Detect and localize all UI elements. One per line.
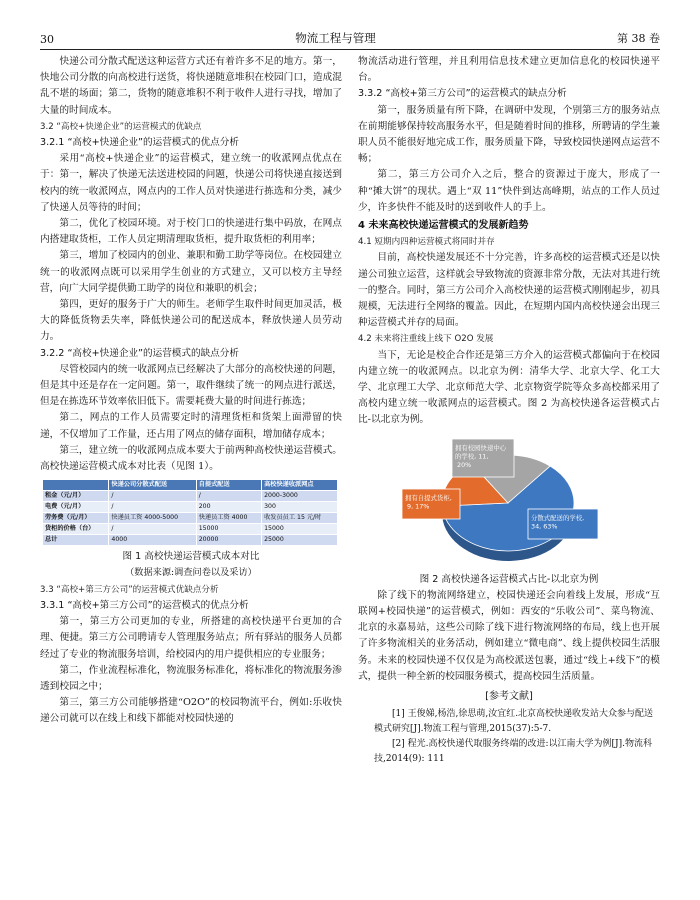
table-header-cell: 自提式配送 (196, 480, 261, 491)
pie-chart (358, 433, 660, 569)
pie-group (402, 439, 598, 561)
table-header-cell (43, 480, 109, 491)
subsection-heading: 3.2.2 “高校+快递企业”的运营模式的缺点分析 (40, 347, 239, 359)
table-cell: 快递员工资 4000 (196, 513, 261, 524)
table-cell: / (109, 524, 196, 535)
subsection-heading: 3.3.1 “高校+第三方公司”的运营模式的优点分析 (40, 599, 249, 611)
paragraph: 第一，第三方公司更加的专业，所搭建的高校快递平台更加的合理、便捷。第三方公司聘请专人管理服务站点；所有驿站的服务人员都经过了专业的物流服务培训，给校园内的用户提供相应的专业服务； (40, 616, 342, 660)
table-cell: 总计 (43, 535, 109, 546)
figure-1-source: （数据来源:调查问卷以及采访） (125, 567, 257, 579)
table-cell: / (196, 491, 261, 502)
subsection-heading: 3.2.1 “高校+快递企业”的运营模式的优点分析 (40, 137, 239, 149)
paragraph: 当下，无论是校企合作还是第三方介入的运营模式都偏向于在校园内建立统一的收派网点。以北京为例：清华大学、北京大学、化工大学、北京理工大学、北京师范大学、北京物资学院等众多高校都采用了高校内建立统一收派网点的运营模式。图 2 为高校快递各运营模式占比-以北京为例。 (358, 349, 660, 426)
table-cell: 货柜的价格（台） (43, 524, 109, 535)
paragraph: 快递公司分散式配送这种运营方式还有着许多不足的地方。第一，快地公司分散的向高校进行送货，将快递随意堆积在校园门口，造成混乱不堪的场面；第二，货物的随意堆积不利于收件人进行寻找，增加了大量的时间成本。 (40, 56, 342, 116)
section-heading: 4.2 未来将注重线上线下 O2O 发展 (358, 334, 494, 345)
table-row (43, 502, 338, 513)
table-row (43, 535, 338, 546)
table-cell: 15000 (262, 524, 338, 535)
table-cell: 租金（元/月） (43, 491, 109, 502)
right-column (358, 54, 660, 767)
table-cell: 15000 (196, 524, 261, 535)
pie-data-label: 分散式配送的学校, 34, 63% (531, 513, 587, 531)
pie-chart-svg (358, 433, 660, 569)
table-cell: 电费（元/月） (43, 502, 109, 513)
table-row (43, 491, 338, 502)
left-column (40, 54, 342, 728)
table-cell: 25000 (262, 535, 338, 546)
paragraph: 第三，建立统一的收派网点成本要大于前两种高校快递运营模式。高校快递运营模式成本对比表（见图 1）。 (40, 444, 342, 473)
chapter-heading: 4 未来高校快递运营模式的发展新趋势 (358, 220, 529, 232)
pie-data-label: 拥有自提式货柜, 9, 17% (405, 493, 452, 511)
reference-item: [2] 程光.高校快递代取服务终端的改进:以江南大学为例[J].物流科技,2014(9): 111 (374, 739, 652, 765)
journal-title: 物流工程与管理 (295, 31, 376, 45)
paragraph: 第四，更好的服务于广大的师生。老师学生取件时间更加灵活，极大的降低货物丢失率，降低快递公司的配送成本，释放快递人员劳动力。 (40, 299, 342, 343)
paragraph: 第二，第三方公司介入之后，整合的资源过于庞大，形成了一种“摊大饼”的现状。遇上“双 11”快件到达高峰期，站点的工作人员过少，许多快件不能及时的送到收件人的手上。 (358, 169, 660, 213)
table-cell: 300 (262, 502, 338, 513)
paragraph: 物流活动进行管理，并且利用信息技术建立更加信息化的校园快递平台。 (358, 56, 660, 84)
table-cell: 劳务费（元/月） (43, 513, 109, 524)
paragraph: 第一，服务质量有所下降，在调研中发现，个别第三方的服务站点在前期能够保持较高服务水平，但是随着时间的推移，所聘请的学生兼职人员不能很好地完成工作，服务质量下降，导致校园快递网点运营不畅； (358, 104, 660, 165)
cost-comparison-table (42, 479, 338, 546)
table-cell: 收发员员工 15 元/时 (262, 513, 338, 524)
paragraph: 采用“高校+快递企业”的运营模式，建立统一的收派网点优点在于：第一，解决了快递无法送进校园的问题，快递公司将快递直接送到校内的统一收派网点，网点内的工作人员对快递进行拣选和分类，减少了快递人员等待的时间； (40, 153, 342, 213)
section-heading: 4.1 短期内四种运营模式将同时并存 (358, 237, 495, 248)
paragraph: 第二，网点的工作人员需要定时的清理货柜和货架上面滞留的快递，不仅增加了工作量，还占用了网点的储存面积，增加储存成本； (40, 412, 342, 440)
figure-1-caption: 图 1 高校快递运营模式成本对比 (122, 551, 260, 563)
pie-data-label: 拥有校园快递中心的学校, 11, 20% (455, 443, 507, 469)
figure-2-caption: 图 2 高校快递各运营模式占比-以北京为例 (419, 573, 599, 585)
table-cell: 200 (196, 502, 261, 513)
table-cell: 快递员工资 4000-5000 (109, 513, 196, 524)
table-cell: 2000-3000 (262, 491, 338, 502)
table-header-cell: 快递公司分散式配送 (109, 480, 196, 491)
table-header-cell: 高校快递收派网点 (262, 480, 338, 491)
section-heading: 3.2 “高校+快递企业”的运营模式的优缺点 (40, 121, 202, 132)
table-cell: 4000 (109, 535, 196, 546)
section-heading: 3.3 “高校+第三方公司”的运营模式优缺点分析 (40, 584, 219, 595)
references-title: [参考文献] (485, 691, 533, 703)
page-header (40, 24, 660, 50)
paragraph: 除了线下的物流网络建立，校园快递还会向着线上发展，形成“互联网+校园快递”的运营模式，例如：西安的“乐收公司”、菜鸟物流、北京的永嘉易站，这些公司除了线下进行物流网络的布局，线上也开展了许多物流相关的业务活动，例如建立“微电商”、线上提供校园生活服务。未来的校园快递不仅仅是为高校派送包裹，通过“线上+线下”的模式，提供一种全新的校园服务模式，提高校园生活质量。 (358, 589, 660, 682)
paragraph: 尽管校园内的统一收派网点已经解决了大部分的高校快递的问题，但是其中还是存在一定问题。第一，取件继续了统一的网点进行派送，但是在拣选环节效率依旧低下。需要耗费大量的时间进行拣选； (40, 363, 342, 408)
volume-label: 第 38 卷 (617, 32, 660, 45)
reference-item: [1] 王俊娣,杨浩,徐思萌,汝宜红.北京高校快递收发站大众参与配送模式研究[J].物流工程与管理,2015(37):5-7. (374, 709, 654, 735)
subsection-heading: 3.3.2 “高校+第三方公司”的运营模式的缺点分析 (358, 88, 567, 100)
table-cell: / (109, 502, 196, 513)
paragraph: 第三，第三方公司能够搭建“O2O”的校园物流平台，例如:乐收快递公司就可以在线上和线下都能对校园快递的 (40, 697, 342, 725)
table-header-row (43, 480, 338, 491)
paragraph: 目前，高校快递发展还不十分完善，许多高校的运营模式还是以快递公司独立运营，这样就会导致物流的资源非常分散，无法对其进行统一的整合。同时，第三方公司介入高校快递的运营模式刚刚起步，初具规模，无法进行全网络的覆盖。因此，在短期内国内高校快递会出现三种运营模式并存的局面。 (358, 252, 660, 329)
table-cell: 20000 (196, 535, 261, 546)
paragraph: 第二，作业流程标准化，物流服务标准化，将标准化的物流服务渗透到校园之中； (40, 664, 342, 692)
paragraph: 第三，增加了校园内的创业、兼职和勤工助学等岗位。在校园建立统一的收派网点既可以采用学生创业的方式建立，又可以校方主导经营，向广大同学提供勤工助学的岗位和兼职的机会； (40, 250, 342, 294)
table-row (43, 524, 338, 535)
table-row (43, 513, 338, 524)
table-cell: / (109, 491, 196, 502)
page-number: 30 (40, 33, 54, 46)
paragraph: 第二，优化了校园环境。对于校门口的快递进行集中码放，在网点内搭建取货柜，工作人员定期清理取货柜，提升取货柜的利用率； (40, 218, 342, 246)
